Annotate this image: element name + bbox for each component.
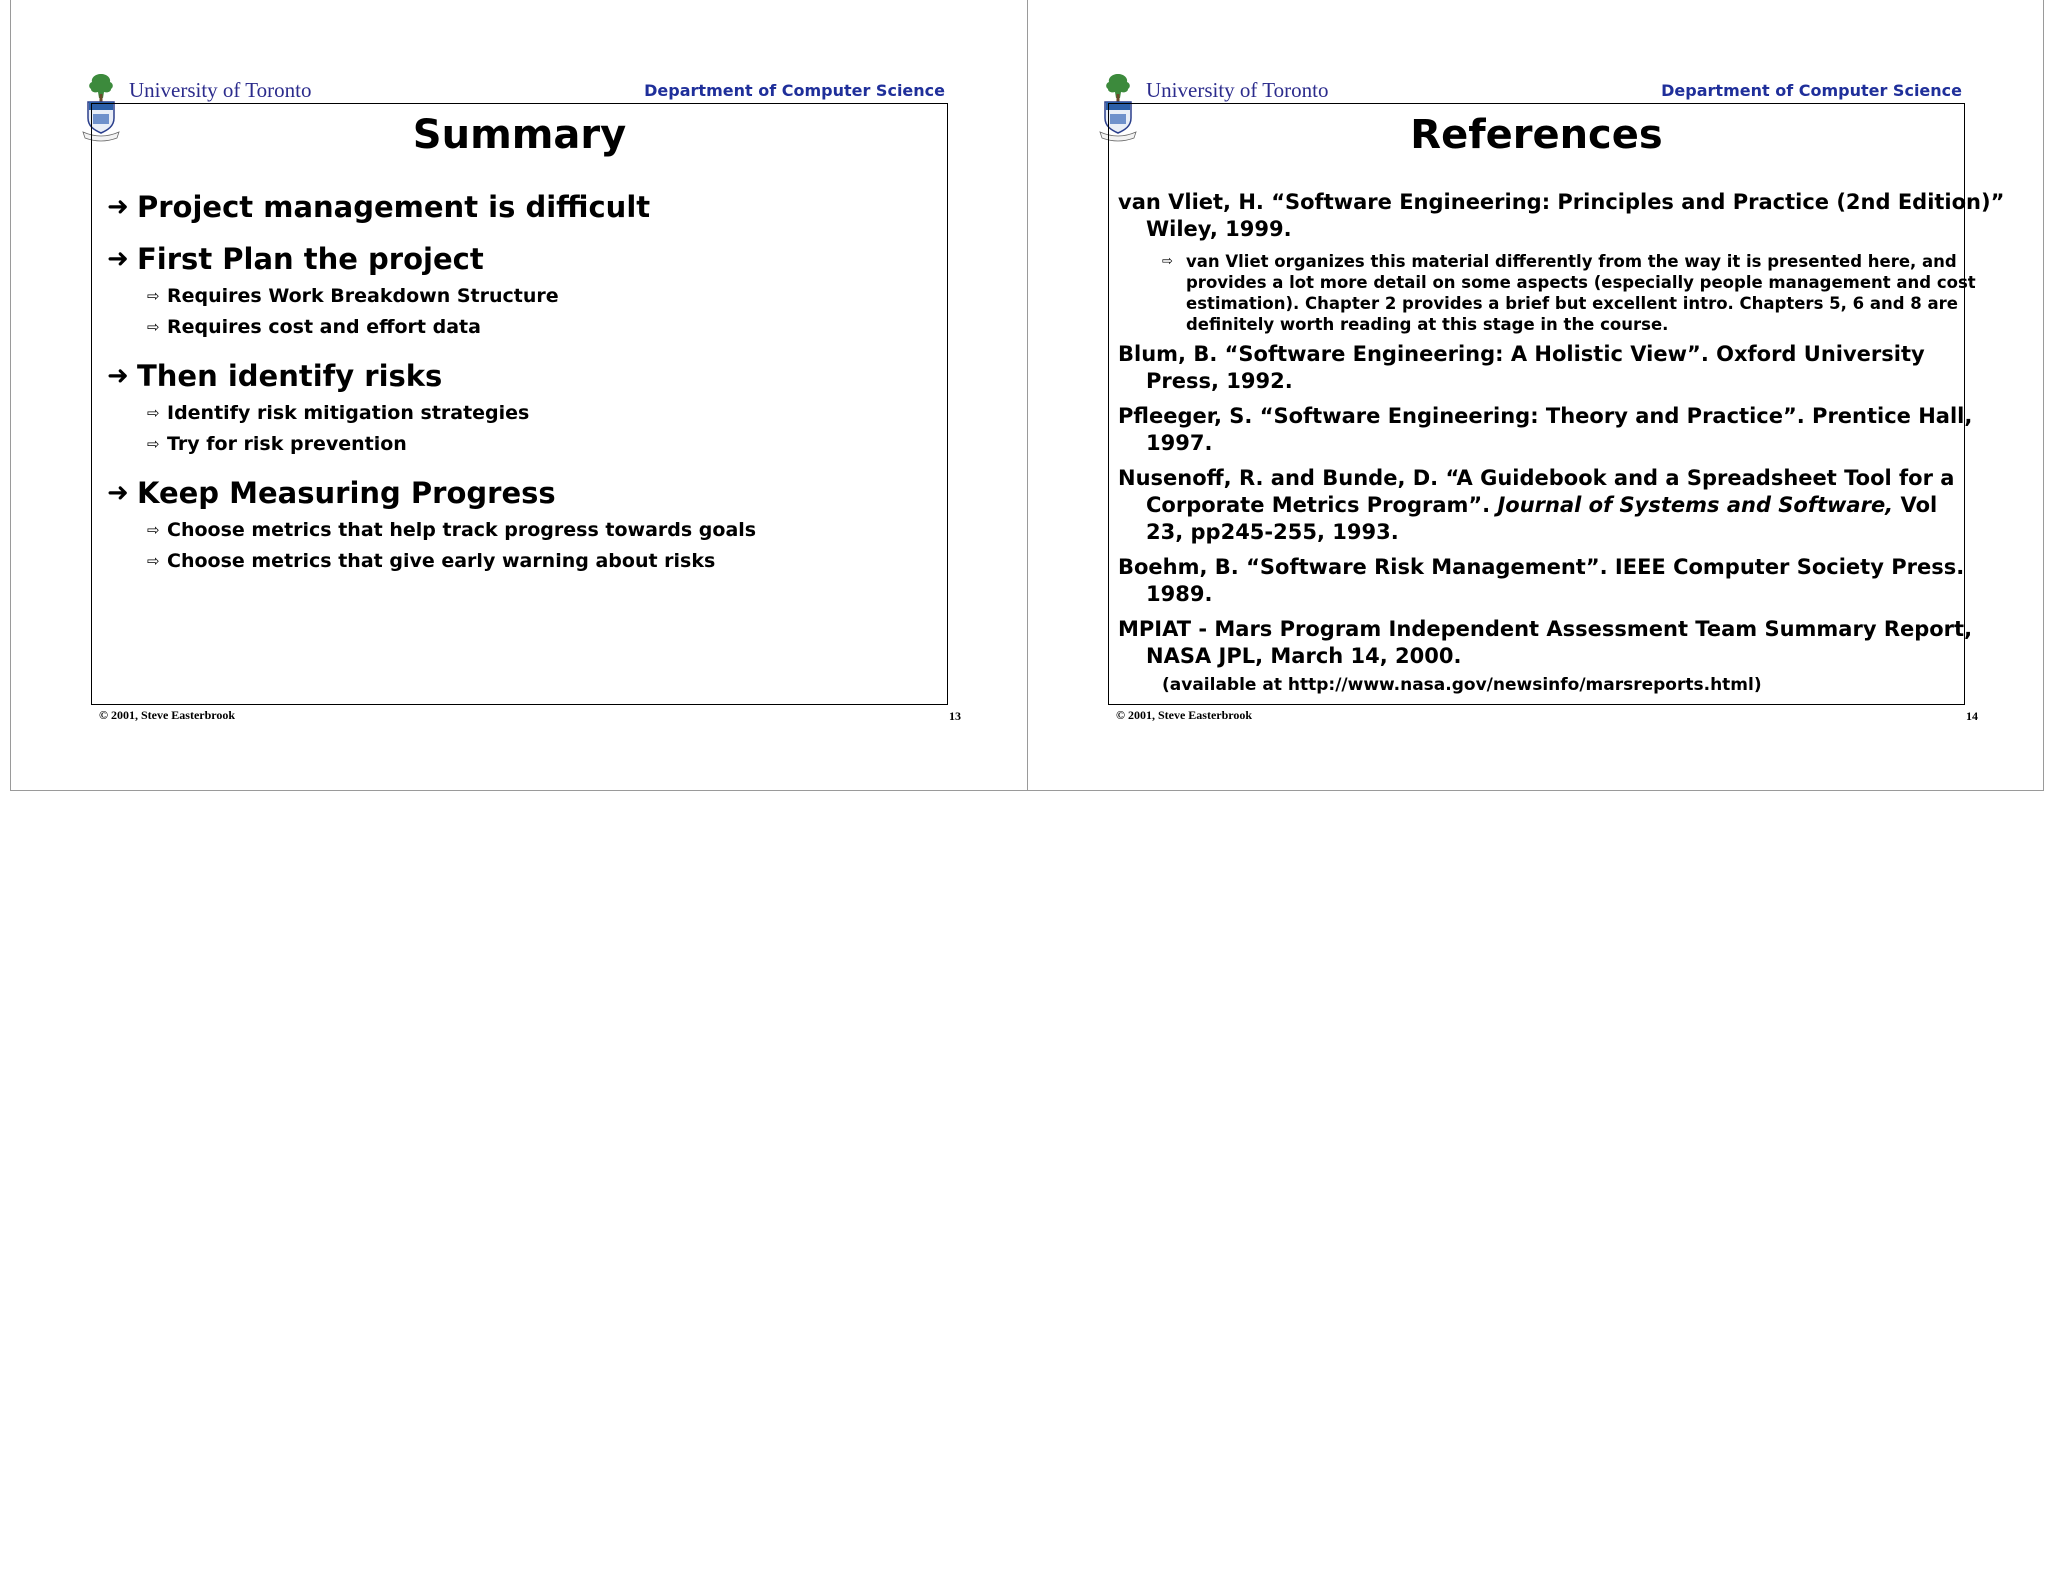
university-name: University of Toronto bbox=[1146, 78, 1329, 102]
hollow-arrow-icon: ⇨ bbox=[147, 404, 160, 422]
note-line: definitely worth reading at this stage in the course. bbox=[1186, 315, 1669, 334]
university-name: University of Toronto bbox=[129, 78, 312, 102]
sub-bullet-list bbox=[107, 515, 937, 577]
reference-text: Vol bbox=[1893, 493, 1938, 517]
bullet-text: Keep Measuring Progress bbox=[137, 476, 556, 510]
hollow-arrow-icon: ⇨ bbox=[147, 287, 160, 305]
reference-item bbox=[1118, 465, 1958, 546]
slide-title: Summary bbox=[412, 112, 627, 158]
reference-line: 23, pp245-255, 1993. bbox=[1146, 520, 1399, 544]
reference-line: Wiley, 1999. bbox=[1146, 217, 1292, 241]
sub-bullet-text: Requires cost and effort data bbox=[167, 316, 481, 338]
arrow-icon: ➜ bbox=[107, 478, 129, 508]
sub-bullet-text: Choose metrics that give early warning about risks bbox=[167, 550, 716, 572]
sub-bullet-text: Requires Work Breakdown Structure bbox=[167, 285, 559, 307]
sub-bullet-list bbox=[107, 281, 937, 343]
page-number: 14 bbox=[1966, 709, 1978, 723]
reference-line: Boehm, B. “Software Risk Management”. IEEE Computer Society Press. bbox=[1118, 555, 1965, 579]
hollow-arrow-icon: ⇨ bbox=[147, 521, 160, 539]
reference-line: van Vliet, H. “Software Engineering: Principles and Practice (2nd Edition)” bbox=[1118, 190, 2005, 214]
arrow-icon: ➜ bbox=[107, 361, 129, 391]
reference-text: Corporate Metrics Program”. bbox=[1146, 493, 1498, 517]
availability-note: (available at http://www.nasa.gov/newsinfo/marsreports.html) bbox=[1162, 675, 1762, 695]
note-line: provides a lot more detail on some aspects (especially people management and cost bbox=[1186, 273, 1976, 292]
sub-bullet-text: Try for risk prevention bbox=[167, 433, 407, 455]
page-number: 13 bbox=[949, 709, 961, 723]
sub-bullet-item bbox=[107, 312, 937, 343]
bullet-item bbox=[107, 240, 937, 278]
sub-bullet-item bbox=[107, 398, 937, 429]
note-line: van Vliet organizes this material differently from the way it is presented here, and bbox=[1186, 252, 1957, 271]
reference-line: MPIAT - Mars Program Independent Assessment Team Summary Report, bbox=[1118, 617, 1973, 641]
bullet-text: Then identify risks bbox=[137, 359, 443, 393]
hollow-arrow-icon: ⇨ bbox=[147, 435, 160, 453]
reference-item bbox=[1118, 189, 2005, 243]
reference-line: Blum, B. “Software Engineering: A Holistic View”. Oxford University bbox=[1118, 342, 1925, 366]
footer-copyright: © 2001, Steve Easterbrook bbox=[1116, 708, 1253, 722]
reference-line: Press, 1992. bbox=[1146, 369, 1293, 393]
sub-bullet-item bbox=[107, 515, 937, 546]
bullet-text: Project management is difficult bbox=[137, 190, 651, 224]
sub-bullet-text: Choose metrics that help track progress towards goals bbox=[167, 519, 757, 541]
bullet-item bbox=[107, 188, 937, 226]
reference-line bbox=[1118, 492, 1958, 519]
slide-title: References bbox=[1410, 112, 1663, 158]
reference-list bbox=[1118, 189, 2005, 696]
note-line: estimation). Chapter 2 provides a brief but excellent intro. Chapters 5, 6 and 8 are bbox=[1186, 294, 1958, 313]
handout-sheet bbox=[10, 0, 2044, 791]
reference-line: 1989. bbox=[1146, 582, 1213, 606]
slide-references bbox=[1028, 0, 2044, 790]
hollow-arrow-icon: ⇨ bbox=[1162, 254, 1173, 269]
reference-item bbox=[1118, 341, 1958, 395]
reference-line: Pfleeger, S. “Software Engineering: Theory and Practice”. Prentice Hall, bbox=[1118, 404, 1973, 428]
reference-line: 1997. bbox=[1146, 431, 1213, 455]
bullet-text: First Plan the project bbox=[137, 242, 484, 276]
sub-bullet-list bbox=[107, 398, 937, 460]
arrow-icon: ➜ bbox=[107, 244, 129, 274]
footer-copyright: © 2001, Steve Easterbrook bbox=[99, 708, 236, 722]
slide-summary bbox=[11, 0, 1027, 790]
hollow-arrow-icon: ⇨ bbox=[147, 318, 160, 336]
reference-line: Nusenoff, R. and Bunde, D. “A Guidebook and a Spreadsheet Tool for a bbox=[1118, 466, 1955, 490]
sub-bullet-item bbox=[107, 429, 937, 460]
reference-line: NASA JPL, March 14, 2000. bbox=[1146, 644, 1462, 668]
sub-bullet-item bbox=[107, 281, 937, 312]
hollow-arrow-icon: ⇨ bbox=[147, 552, 160, 570]
bullet-list bbox=[107, 188, 937, 577]
bullet-item bbox=[107, 474, 937, 512]
reference-item bbox=[1118, 616, 1973, 670]
sub-bullet-item bbox=[107, 546, 937, 577]
arrow-icon: ➜ bbox=[107, 192, 129, 222]
department-name: Department of Computer Science bbox=[1661, 81, 1962, 100]
reference-item bbox=[1118, 554, 1965, 608]
bullet-item bbox=[107, 357, 937, 395]
reference-item bbox=[1118, 403, 1973, 457]
department-name: Department of Computer Science bbox=[644, 81, 945, 100]
journal-title: Journal of Systems and Software, bbox=[1497, 493, 1894, 517]
sub-bullet-text: Identify risk mitigation strategies bbox=[167, 402, 530, 424]
reference-note bbox=[1118, 251, 1976, 335]
